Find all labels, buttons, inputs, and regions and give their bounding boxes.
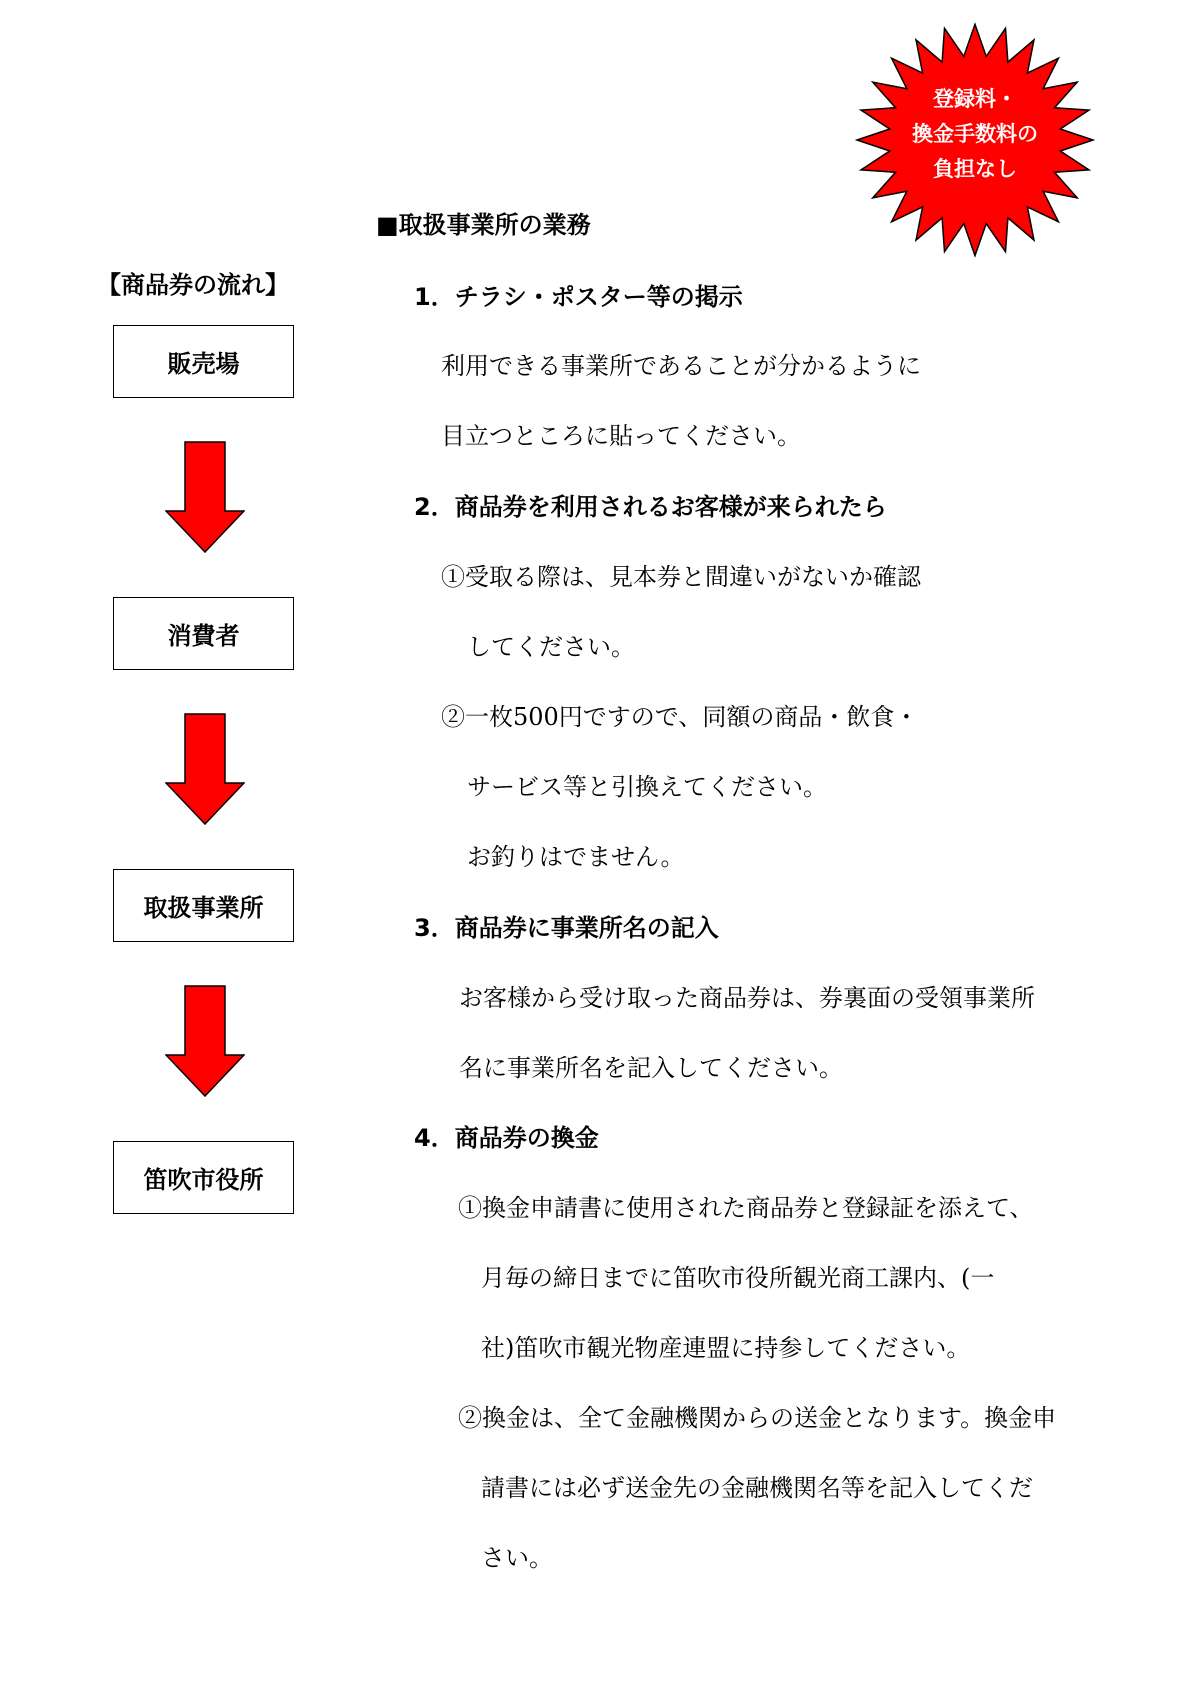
badge-line-3: 負担なし bbox=[933, 157, 1017, 181]
item-2-heading: 2．商品券を利用されるお客様が来られたら bbox=[414, 493, 887, 521]
flow-step-business bbox=[113, 869, 294, 942]
flow-step-label: 販売場 bbox=[167, 350, 240, 378]
item-4-line-2: 月毎の締日までに笛吹市役所観光商工課内、(一 bbox=[481, 1264, 995, 1292]
flow-step-consumer bbox=[113, 597, 294, 670]
badge-line-2: 換金手数料の bbox=[912, 122, 1038, 146]
item-2-line-3: ②一枚500円ですので、同額の商品・飲食・ bbox=[441, 703, 919, 731]
down-arrow-icon bbox=[165, 441, 245, 553]
flow-title: 【商品券の流れ】 bbox=[97, 271, 289, 299]
badge-line-1: 登録料・ bbox=[933, 87, 1017, 111]
flow-step-city-office bbox=[113, 1141, 294, 1214]
down-arrow-icon bbox=[165, 985, 245, 1097]
item-4-line-3: 社)笛吹市観光物産連盟に持参してください。 bbox=[481, 1334, 971, 1362]
flow-step-label: 笛吹市役所 bbox=[143, 1166, 264, 1194]
item-4-line-4: ②換金は、全て金融機関からの送金となります。換金申 bbox=[458, 1404, 1057, 1432]
item-4-line-6: さい。 bbox=[481, 1544, 553, 1572]
item-2-line-5: お釣りはでません。 bbox=[467, 843, 685, 871]
item-4-line-1: ①換金申請書に使用された商品券と登録証を添えて、 bbox=[458, 1194, 1034, 1222]
badge-text bbox=[850, 82, 1100, 187]
flow-step-label: 消費者 bbox=[167, 622, 240, 650]
item-3-heading: 3．商品券に事業所名の記入 bbox=[414, 914, 719, 942]
flow-step-label: 取扱事業所 bbox=[143, 894, 264, 922]
section-title: ■取扱事業所の業務 bbox=[376, 211, 591, 239]
item-1-line-2: 目立つところに貼ってください。 bbox=[441, 422, 801, 450]
item-3-line-1: お客様から受け取った商品券は、券裏面の受領事業所 bbox=[459, 984, 1035, 1012]
item-2-line-1: ①受取る際は、見本券と間違いがないか確認 bbox=[441, 563, 921, 591]
item-3-line-2: 名に事業所名を記入してください。 bbox=[459, 1054, 843, 1082]
item-1-heading: 1．チラシ・ポスター等の掲示 bbox=[414, 283, 743, 311]
flow-step-sales-outlet bbox=[113, 325, 294, 398]
item-1-line-1: 利用できる事業所であることが分かるように bbox=[441, 352, 921, 380]
down-arrow-icon bbox=[165, 713, 245, 825]
item-4-line-5: 請書には必ず送金先の金融機関名等を記入してくだ bbox=[481, 1474, 1033, 1502]
item-4-heading: 4．商品券の換金 bbox=[414, 1124, 599, 1152]
item-2-line-4: サービス等と引換えてください。 bbox=[467, 773, 827, 801]
item-2-line-2: してください。 bbox=[467, 633, 635, 661]
